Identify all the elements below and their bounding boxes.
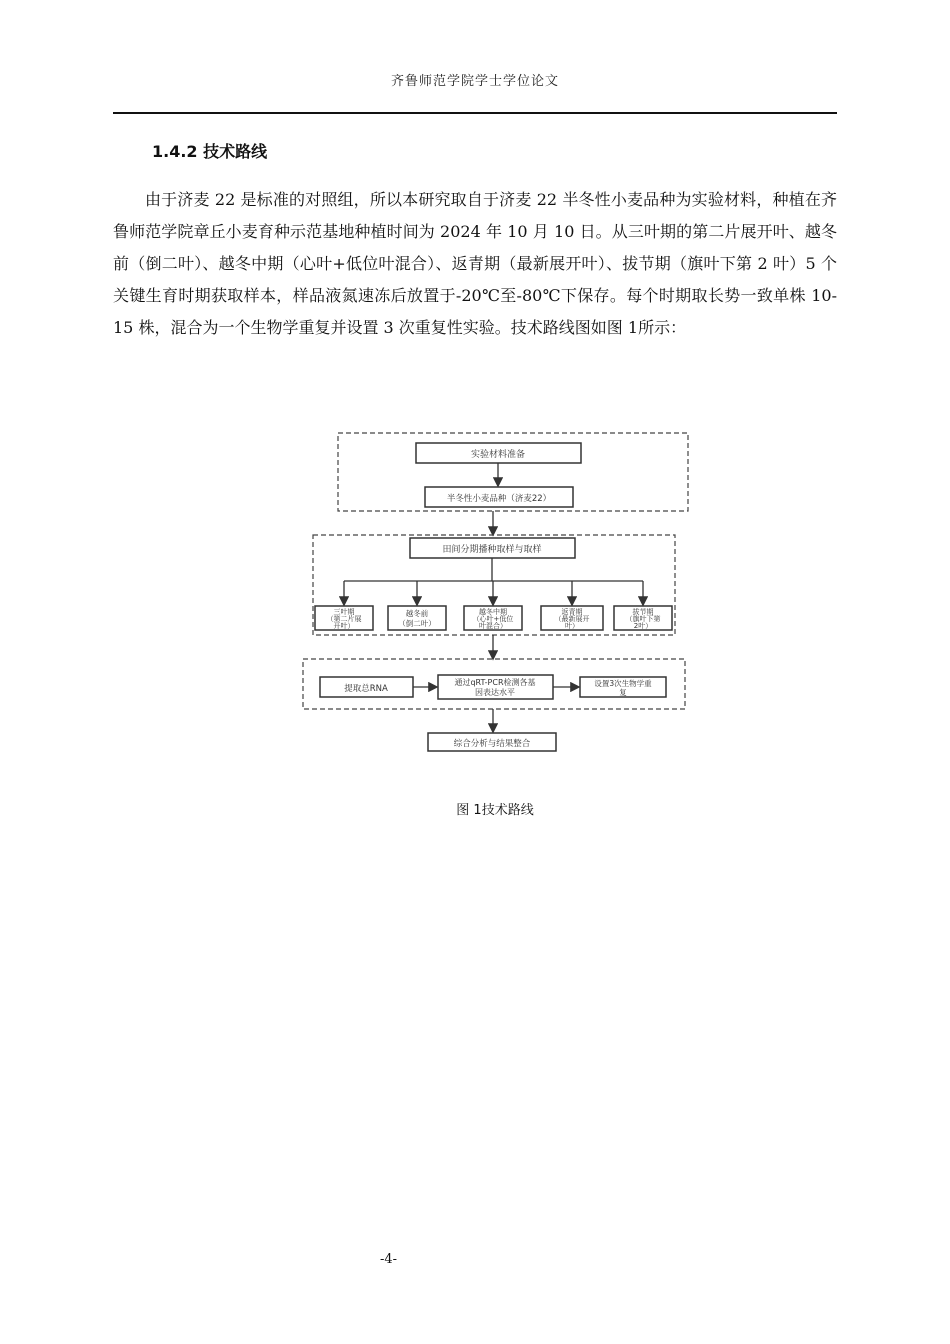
stage-1-line-1: 三叶期 xyxy=(333,608,355,616)
stage-4-line-3: 叶） xyxy=(565,622,579,630)
page-header: 齐鲁师范学院学士学位论文 xyxy=(390,74,559,89)
stage-5-line-2: （旗叶下第 xyxy=(625,615,661,623)
figure-caption: 图 1技术路线 xyxy=(456,803,534,818)
stage-2-line-1: 越冬前 xyxy=(405,609,429,618)
body-text xyxy=(113,184,837,344)
stage-1-line-2: （第二片展 xyxy=(326,615,362,623)
stage-1-line-3: 开叶） xyxy=(333,622,355,630)
page-number: -4- xyxy=(380,1252,398,1267)
stage-2-line-2: （倒二叶） xyxy=(398,619,436,628)
stage-3-line-3: 叶混合） xyxy=(479,622,507,630)
stage-4-line-1: 返青期 xyxy=(561,608,583,616)
box-field-sampling-label: 田间分期播种取样与取样 xyxy=(442,545,542,555)
box-qpcr-line-1: 通过qRT-PCR检测各基 xyxy=(454,678,536,687)
box-qpcr-line-2: 因表达水平 xyxy=(475,688,515,697)
section-title: 1.4.2 技术路线 xyxy=(152,142,268,161)
box-material-prep-label: 实验材料准备 xyxy=(470,450,526,460)
body-paragraph: 由于济麦 22 是标准的对照组，所以本研究取自于济麦 22 半冬性小麦品种为实验材料，种植在齐鲁师范学院章丘小麦育种示范基地种植时间为 2024 年 10 月 10 日。从三叶期的第二片展开叶、越冬前（倒二叶）、越冬中期（心叶+低位叶混合）、返青期（最新展开叶）、拔节期（旗叶下第 2 叶）5 个关键生育时期获取样本，样品液氮速冻后放置于-20℃至-80℃下保存。每个时期取长势一致单株 10-15 株，混合为一个生物学重复并设置 3 次重复性实验。技术路线图如图 1所示： xyxy=(113,190,837,337)
technical-route-figure xyxy=(300,430,690,760)
stage-4-line-2: （最新展开 xyxy=(554,615,590,623)
header-rule xyxy=(113,112,837,114)
box-final-label: 综合分析与结果整合 xyxy=(453,739,531,749)
flowchart-svg xyxy=(300,430,690,760)
stage-3-line-2: （心叶+低位 xyxy=(472,615,514,623)
box-rna-label: 提取总RNA xyxy=(344,684,388,694)
stage-5-line-3: 2叶） xyxy=(633,622,653,630)
stage-5-line-1: 拔节期 xyxy=(632,608,654,616)
box-variety-label: 半冬性小麦品种（济麦22） xyxy=(446,494,552,504)
box-repeat-line-1: 设置3次生物学重 xyxy=(594,679,652,688)
stage-3-line-1: 越冬中期 xyxy=(479,608,507,616)
box-repeat-line-2: 复 xyxy=(619,688,627,697)
